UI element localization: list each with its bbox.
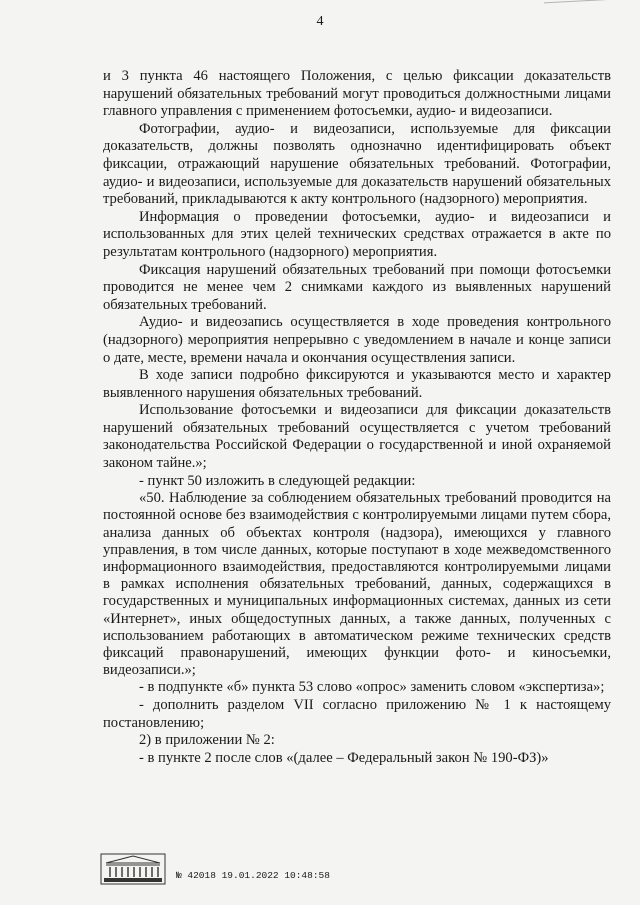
scan-edge-mark bbox=[544, 0, 634, 9]
paragraph-1: и 3 пункта 46 настоящего Положения, с целью фиксации доказательств нарушений обязательных требований могут проводиться должностными лицами главного управления с применением фотосъемки, аудио- и видеозаписи. bbox=[103, 68, 611, 120]
document-body bbox=[103, 68, 611, 767]
paragraph-2: Фотографии, аудио- и видеозаписи, используемые для фиксации доказательств, должны позволять однозначно идентифицировать объект фиксации, отражающий нарушение обязательных требований. Фотографии, аудио- и видеозаписи, используемые для доказательств нарушений обязательных требований, прикладываются к акту контрольного (надзорного) мероприятия. bbox=[103, 120, 611, 208]
paragraph-4: Фиксация нарушений обязательных требований при помощи фотосъемки проводится не менее чем 2 снимками каждого из выявленных нарушений обязательных требований. bbox=[103, 261, 611, 313]
document-id-stamp: № 42018 19.01.2022 10:48:58 bbox=[176, 870, 330, 881]
building-logo-icon bbox=[100, 853, 166, 885]
paragraph-8: - пункт 50 изложить в следующей редакции: bbox=[139, 472, 416, 489]
paragraph-13: - в пункте 2 после слов «(далее – Федеральный закон № 190-ФЗ)» bbox=[139, 749, 549, 766]
paragraph-6: В ходе записи подробно фиксируются и указываются место и характер выявленного нарушения обязательных требований. bbox=[103, 367, 611, 401]
paragraph-7: Использование фотосъемки и видеозаписи для фиксации доказательств нарушений обязательных требований осуществляется с учетом требований законодательства Российской Федерации о государственной и иной охраняемой законом тайне.»; bbox=[103, 402, 611, 472]
paragraph-10: - в подпункте «б» пункта 53 слово «опрос» заменить словом «экспертиза»; bbox=[139, 679, 605, 696]
paragraph-11: - дополнить разделом VII согласно приложению № 1 к настоящему постановлению; bbox=[103, 697, 611, 731]
document-footer bbox=[100, 851, 400, 891]
paragraph-3: Информация о проведении фотосъемки, аудио- и видеозаписи и использованных для этих целей технических средствах отражается в акте по результатам контрольного (надзорного) мероприятия. bbox=[103, 208, 611, 260]
paragraph-5: Аудио- и видеозапись осуществляется в ходе проведения контрольного (надзорного) мероприятия непрерывно с уведомлением в начале и конце записи о дате, месте, времени начала и окончания осуществления записи. bbox=[103, 314, 611, 366]
paragraph-12: 2) в приложении № 2: bbox=[139, 732, 275, 749]
paragraph-9: «50. Наблюдение за соблюдением обязательных требований проводится на постоянной основе без взаимодействия с контролируемыми лицами путем сбора, анализа данных об объектах контроля (надзора), имеющихся у главного управления, в том числе данных, которые поступают в ходе межведомственного информационного взаимодействия, предоставляются контролируемыми лицами в рамках исполнения обязательных требований, данных, содержащихся в государственных и муниципальных информационных системах, данных из сети «Интернет», иных общедоступных данных, а также данных, полученных с использованием работающих в автоматическом режиме технических средств фиксаций правонарушений, имеющих функции фото- и киносъемки, видеозаписи.»; bbox=[103, 490, 611, 679]
page-number: 4 bbox=[316, 14, 324, 29]
